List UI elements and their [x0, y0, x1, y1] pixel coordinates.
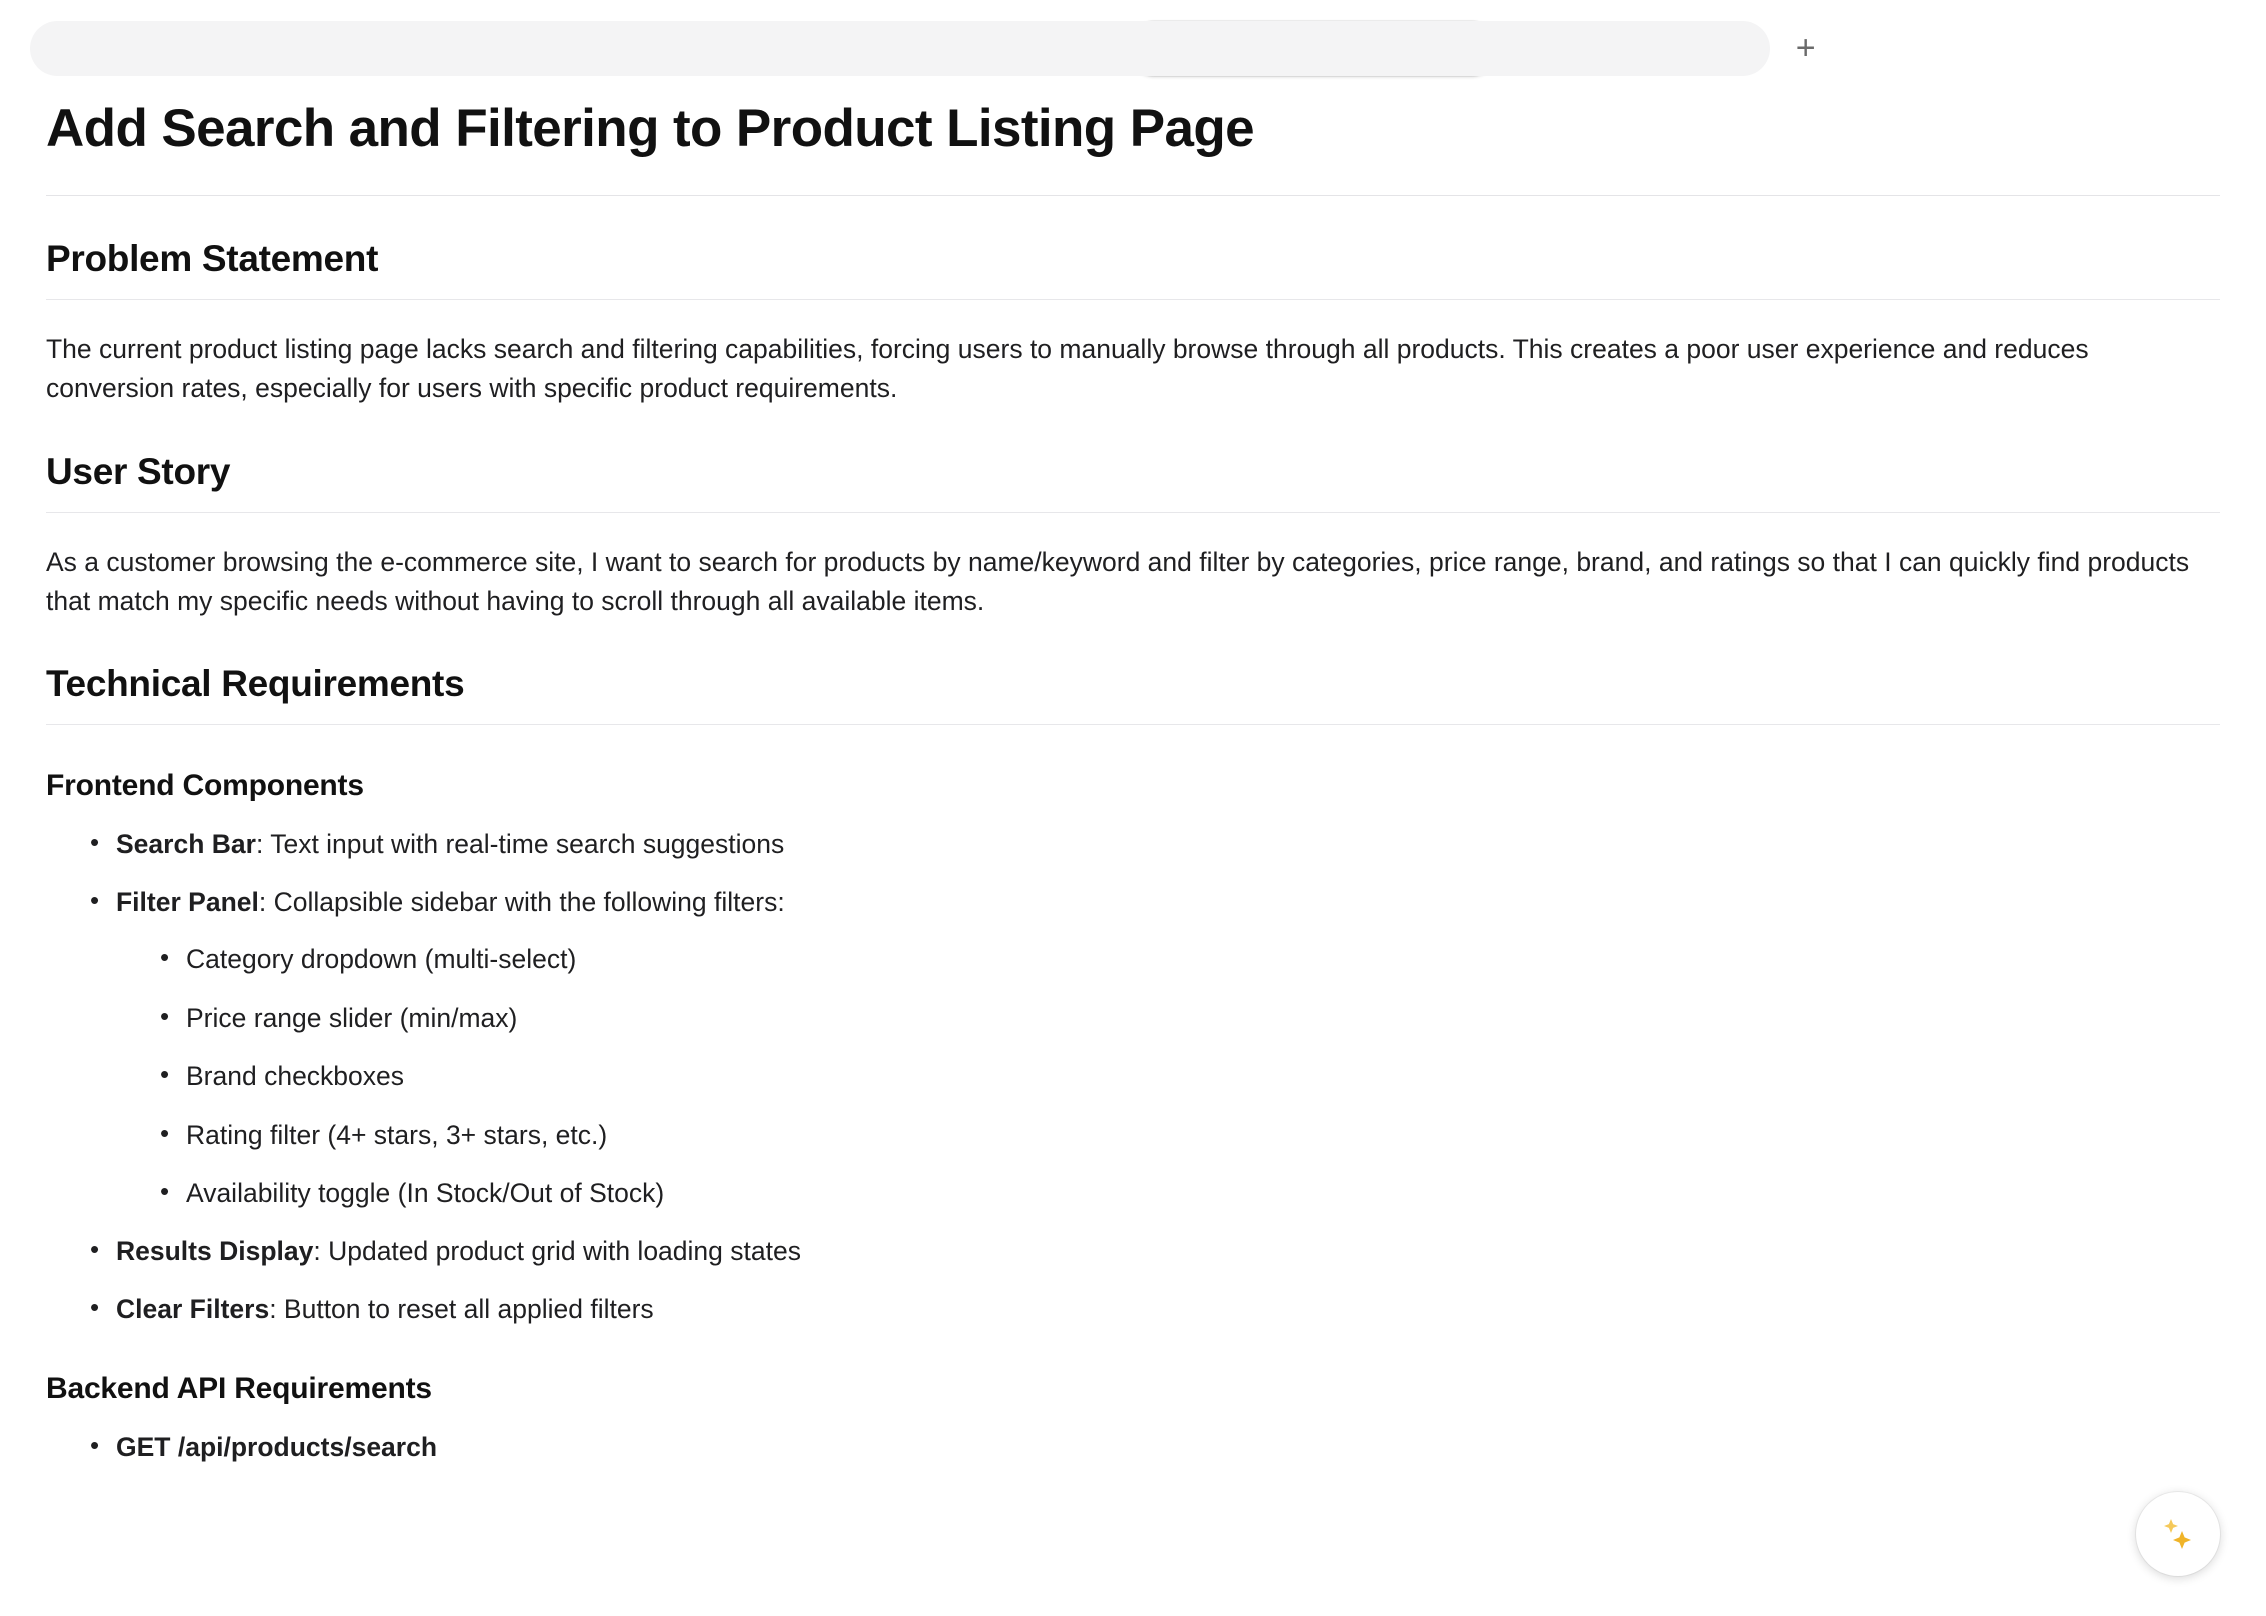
title-divider [46, 195, 2220, 196]
heading-problem-statement: Problem Statement [46, 237, 379, 279]
list-item-text: : Button to reset all applied filters [269, 1293, 654, 1324]
list-item-label: Search Bar [116, 829, 256, 860]
list-item: • Price range slider (min/max) [160, 999, 2220, 1037]
list-item: • Brand checkboxes [160, 1057, 2220, 1095]
list-item [90, 1428, 2220, 1466]
page-title: Add Search and Filtering to Product Listing Page [46, 99, 1254, 158]
heading-backend-api-requirements: Backend API Requirements [46, 1372, 432, 1406]
problem-statement-divider [46, 299, 2220, 300]
list-item-text: : Collapsible sidebar with the following filters: [258, 886, 785, 917]
list-item [90, 1290, 2220, 1328]
user-story-text: As a customer browsing the e-commerce site, I want to search for products by name/keyword and filter by categories, price range, brand, and ratings so that I can quickly find products that match my specific needs without having to scroll through all available items. [46, 546, 2190, 616]
heading-technical-requirements: Technical Requirements [46, 663, 465, 705]
backend-api-list [46, 1428, 2220, 1466]
list-item-label: Results Display [116, 1236, 314, 1267]
document-body [0, 98, 2266, 1467]
heading-frontend-components: Frontend Components [46, 769, 364, 803]
ai-assistant-button[interactable] [2136, 1492, 2220, 1576]
list-item-label: GET /api/products/search [116, 1432, 438, 1463]
tab-bar-background [30, 21, 1770, 76]
tab-bar [0, 0, 2266, 82]
list-item-label: Clear Filters [116, 1293, 270, 1324]
technical-requirements-divider [46, 724, 2220, 725]
user-story-divider [46, 512, 2220, 513]
sparkles-icon [2155, 1511, 2201, 1557]
add-tab-button[interactable]: + [1795, 29, 1816, 67]
list-item [90, 1232, 2220, 1270]
tab-list [30, 21, 1836, 76]
list-item: • Rating filter (4+ stars, 3+ stars, etc.) [160, 1116, 2220, 1154]
list-item [90, 883, 2220, 1213]
list-item-label: Filter Panel [116, 886, 259, 917]
list-item-text: : Updated product grid with loading states [313, 1236, 801, 1267]
list-item: • Availability toggle (In Stock/Out of Stock) [160, 1174, 2220, 1212]
list-item [90, 825, 2220, 863]
list-item: • Category dropdown (multi-select) [160, 940, 2220, 978]
filter-panel-sublist [116, 940, 2220, 1212]
heading-user-story: User Story [46, 450, 231, 492]
list-item-text: : Text input with real-time search suggestions [255, 829, 785, 860]
frontend-components-list [46, 825, 2220, 1328]
problem-statement-text: The current product listing page lacks search and filtering capabilities, forcing users to manually browse through all products. This creates a poor user experience and reduces conversion rates, especially for users with specific product requirements. [46, 333, 2089, 404]
